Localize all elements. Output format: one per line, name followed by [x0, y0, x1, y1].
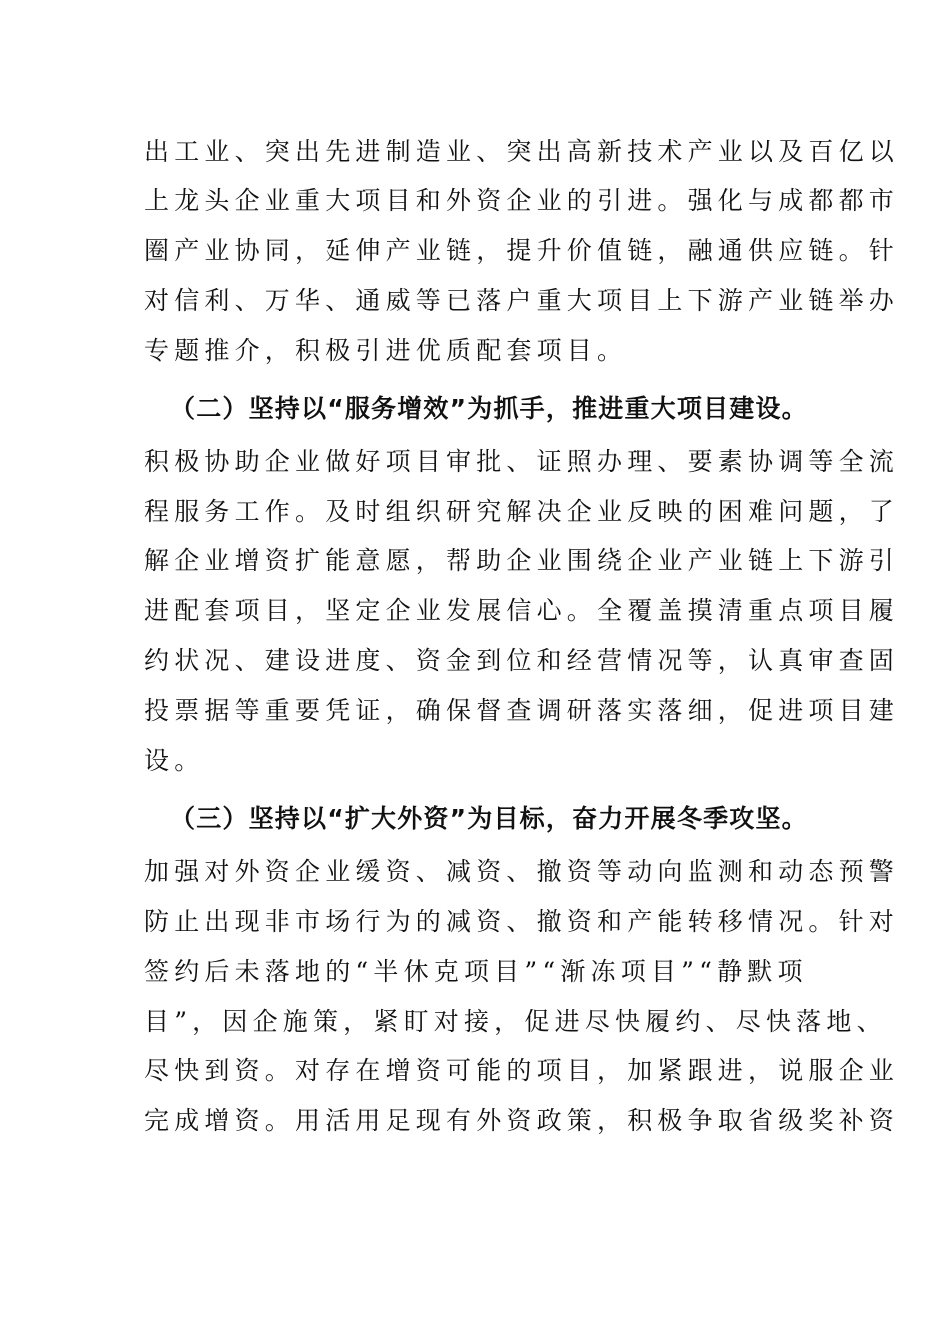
paragraph-line: 尽快到资。对存在增资可能的项目，加紧跟进，说服企业: [144, 1056, 900, 1085]
paragraph-line: 加强对外资企业缓资、减资、撤资等动向监测和动态预警: [144, 857, 900, 886]
paragraph-line: 完成增资。用活用足现有外资政策，积极争取省级奖补资: [144, 1106, 900, 1135]
paragraph-line: 签约后未落地的“半休克项目”“渐冻项目”“静默项: [144, 957, 808, 986]
paragraph-line: 设。: [144, 746, 205, 775]
section-heading-3: （三）坚持以“扩大外资”为目标，奋力开展冬季攻坚。: [170, 804, 808, 833]
paragraph-line: 目”，因企施策，紧盯对接，促进尽快履约、尽快落地、: [144, 1007, 887, 1036]
paragraph-line: 专题推介，积极引进优质配套项目。: [144, 336, 628, 365]
paragraph-line: 进配套项目，坚定企业发展信心。全覆盖摸清重点项目履: [144, 596, 900, 625]
paragraph-line: 解企业增资扩能意愿，帮助企业围绕企业产业链上下游引: [144, 546, 900, 575]
paragraph-line: 投票据等重要凭证，确保督查调研落实落细，促进项目建: [144, 696, 900, 725]
paragraph-line: 上龙头企业重大项目和外资企业的引进。强化与成都都市: [144, 186, 900, 215]
paragraph-line: 积极协助企业做好项目审批、证照办理、要素协调等全流: [144, 447, 900, 476]
paragraph-line: 程服务工作。及时组织研究解决企业反映的困难问题，了: [144, 497, 900, 526]
paragraph-line: 约状况、建设进度、资金到位和经营情况等，认真审查固: [144, 646, 900, 675]
paragraph-line: 对信利、万华、通威等已落户重大项目上下游产业链举办: [144, 286, 900, 315]
paragraph-line: 圈产业协同，延伸产业链，提升价值链，融通供应链。针: [144, 236, 900, 265]
paragraph-line: 防止出现非市场行为的减资、撤资和产能转移情况。针对: [144, 907, 900, 936]
paragraph-line: 出工业、突出先进制造业、突出高新技术产业以及百亿以: [144, 137, 900, 166]
section-heading-2: （二）坚持以“服务增效”为抓手，推进重大项目建设。: [170, 394, 808, 423]
